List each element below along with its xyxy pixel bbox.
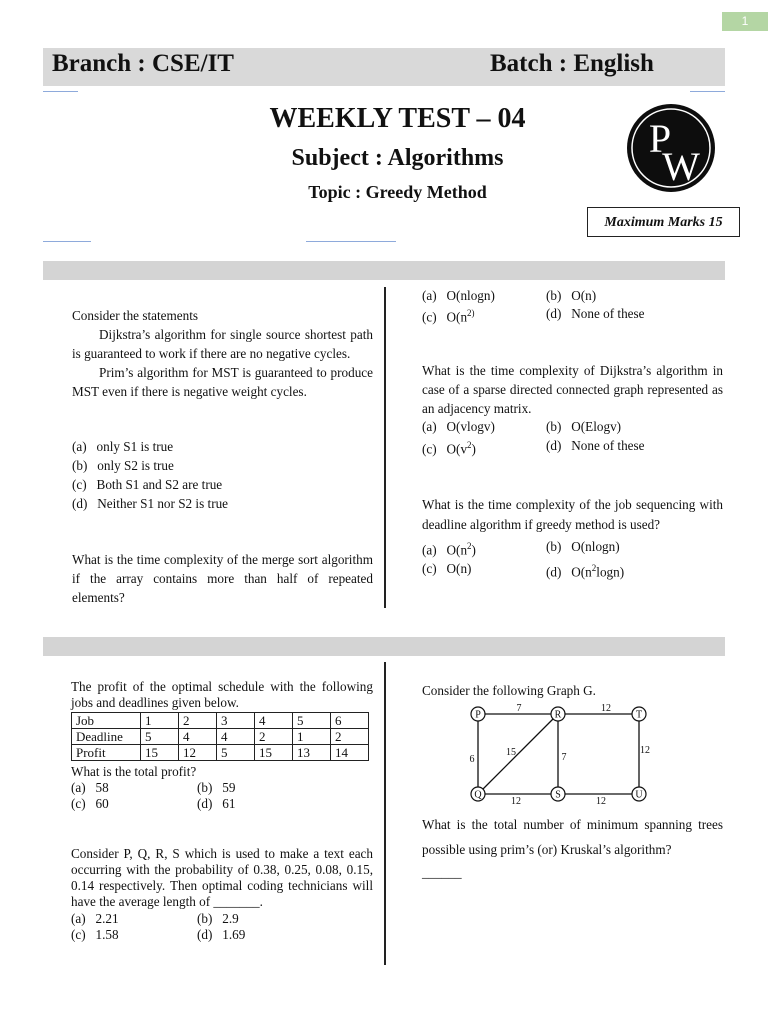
q1-option-a: (a) only S1 is true <box>72 439 174 454</box>
weight-pr: 7 <box>516 703 522 714</box>
table-cell: 15 <box>255 745 293 761</box>
table-row-profit <box>72 745 369 761</box>
table-cell: Profit <box>72 745 141 761</box>
batch-label: Batch : English <box>490 50 654 77</box>
table-cell: Deadline <box>72 729 141 745</box>
table-cell: 4 <box>179 729 217 745</box>
column-divider-1 <box>384 287 386 608</box>
q1-statement-s2: Prim’s algorithm for MST is guaranteed to produce MST even if there is negative weight cycles. <box>72 365 373 399</box>
q5-question: What is the total profit? <box>71 764 197 779</box>
q5-option-c: (c) 60 <box>71 796 109 811</box>
title-rule-left <box>43 241 91 242</box>
q7-answer-blank: ______ <box>422 865 462 880</box>
table-cell: 2 <box>255 729 293 745</box>
q3-option-c: (c) $O(v^2)$ <box>422 440 476 457</box>
section-bar-1 <box>43 261 725 280</box>
graph-g <box>460 700 660 810</box>
question-2: What is the time complexity of the merge sort algorithm if the array contains more than half of repeated elements? <box>72 552 373 605</box>
table-cell: 1 <box>141 713 179 729</box>
q3-option-d: (d) None of these <box>546 438 645 453</box>
question-4: What is the time complexity of the job sequencing with deadline algorithm if greedy method is used? <box>422 497 723 532</box>
q6-option-c: (c) 1.58 <box>71 927 119 942</box>
q6-option-a: (a) 2.21 <box>71 911 119 926</box>
q3-option-a: (a) O(vlogv) <box>422 419 495 434</box>
table-cell: 15 <box>141 745 179 761</box>
table-cell: 12 <box>179 745 217 761</box>
weight-qs: 12 <box>511 796 521 807</box>
q2-option-d: (d) None of these <box>546 306 645 321</box>
q5-option-d: (d) 61 <box>197 796 236 811</box>
table-cell: 5 <box>141 729 179 745</box>
page-number: 1 <box>722 12 768 31</box>
table-cell: 2 <box>179 713 217 729</box>
node-label-q: Q <box>474 789 482 801</box>
q4-option-b: (b) O(nlogn) <box>546 539 620 554</box>
node-label-r: R <box>554 709 562 721</box>
table-cell: 5 <box>293 713 331 729</box>
question-1 <box>72 306 373 401</box>
title-rule-center <box>306 241 396 242</box>
q5-option-b: (b) 59 <box>197 780 236 795</box>
q7-intro: Consider the following Graph G. <box>422 683 596 698</box>
table-cell: 4 <box>217 729 255 745</box>
q2-option-b: (b) O(n) <box>546 288 597 303</box>
logo-letter-w: W <box>662 144 700 189</box>
header-rule-right <box>690 91 725 92</box>
weight-rt: 12 <box>601 703 611 714</box>
node-label-u: U <box>635 789 643 801</box>
subject-title: Subject : Algorithms <box>291 145 504 171</box>
table-cell: 13 <box>293 745 331 761</box>
logo-letter-p: P <box>648 116 672 161</box>
q1-options <box>72 437 373 513</box>
q4-option-a: (a) $O(n^2)$ <box>422 541 476 558</box>
q1-option-d: (d) Neither S1 nor S2 is true <box>72 496 229 511</box>
q1-option-c: (c) Both S1 and S2 are true <box>72 477 223 492</box>
table-cell: 1 <box>293 729 331 745</box>
topic-title: Topic : Greedy Method <box>308 182 487 202</box>
table-cell: 4 <box>255 713 293 729</box>
column-divider-2 <box>384 662 386 965</box>
weight-qr: 15 <box>506 747 516 758</box>
header-bar <box>43 48 725 86</box>
weight-rs: 7 <box>561 752 567 763</box>
question-5: The profit of the optimal schedule with the following jobs and deadlines given below. <box>71 679 373 710</box>
profit-table <box>71 712 369 761</box>
question-3: What is the time complexity of Dijkstra’s algorithm in case of a sparse directed connected graph represented as an adjacency matrix. <box>422 363 723 416</box>
edge-qr <box>478 714 558 794</box>
branch-label: Branch : CSE/IT <box>52 50 234 77</box>
q4-option-c: (c) O(n) <box>422 561 472 576</box>
q4-option-d: (d) $O(n^2\log n)$ <box>546 563 625 580</box>
q1-option-b: (b) only S2 is true <box>72 458 174 473</box>
q2-option-a: (a) O(nlogn) <box>422 288 495 303</box>
table-cell: 5 <box>217 745 255 761</box>
table-cell: 6 <box>331 713 369 729</box>
q5-option-a: (a) 58 <box>71 780 109 795</box>
node-label-p: P <box>475 709 481 721</box>
q2-option-c: (c) $O(n^{2)}$ <box>422 308 475 325</box>
pw-logo <box>626 100 716 196</box>
node-label-t: T <box>635 709 643 721</box>
section-bar-2 <box>43 637 725 656</box>
q1-statement-s1: Dijkstra’s algorithm for single source shortest path is guaranteed to work if there are no negative cycles. <box>72 327 373 361</box>
node-label-s: S <box>555 789 561 801</box>
weight-su: 12 <box>596 796 606 807</box>
weight-tu: 12 <box>640 745 650 756</box>
weight-pq: 6 <box>469 754 475 765</box>
table-row-job <box>72 713 369 729</box>
question-6: Consider P, Q, R, S which is used to make a text each occurring with the probability of 0.38, 0.25, 0.08, 0.15, 0.14 respectively. Then optimal coding technicians will have the average length of _______. <box>71 846 373 909</box>
q1-intro: Consider the statements <box>72 308 198 323</box>
table-cell: 2 <box>331 729 369 745</box>
table-cell: Job <box>72 713 141 729</box>
q6-option-d: (d) 1.69 <box>197 927 246 942</box>
q7-question: What is the total number of minimum spanning trees possible using prim’s (or) Kruskal’s algorithm? <box>422 817 723 857</box>
table-row-deadline <box>72 729 369 745</box>
max-marks-box: Maximum Marks 15 <box>587 207 740 237</box>
q3-option-b: (b) O(Elogv) <box>546 419 622 434</box>
test-title: WEEKLY TEST – 04 <box>269 103 526 134</box>
table-cell: 14 <box>331 745 369 761</box>
q6-option-b: (b) 2.9 <box>197 911 239 926</box>
table-cell: 3 <box>217 713 255 729</box>
header-rule-left <box>43 91 78 92</box>
